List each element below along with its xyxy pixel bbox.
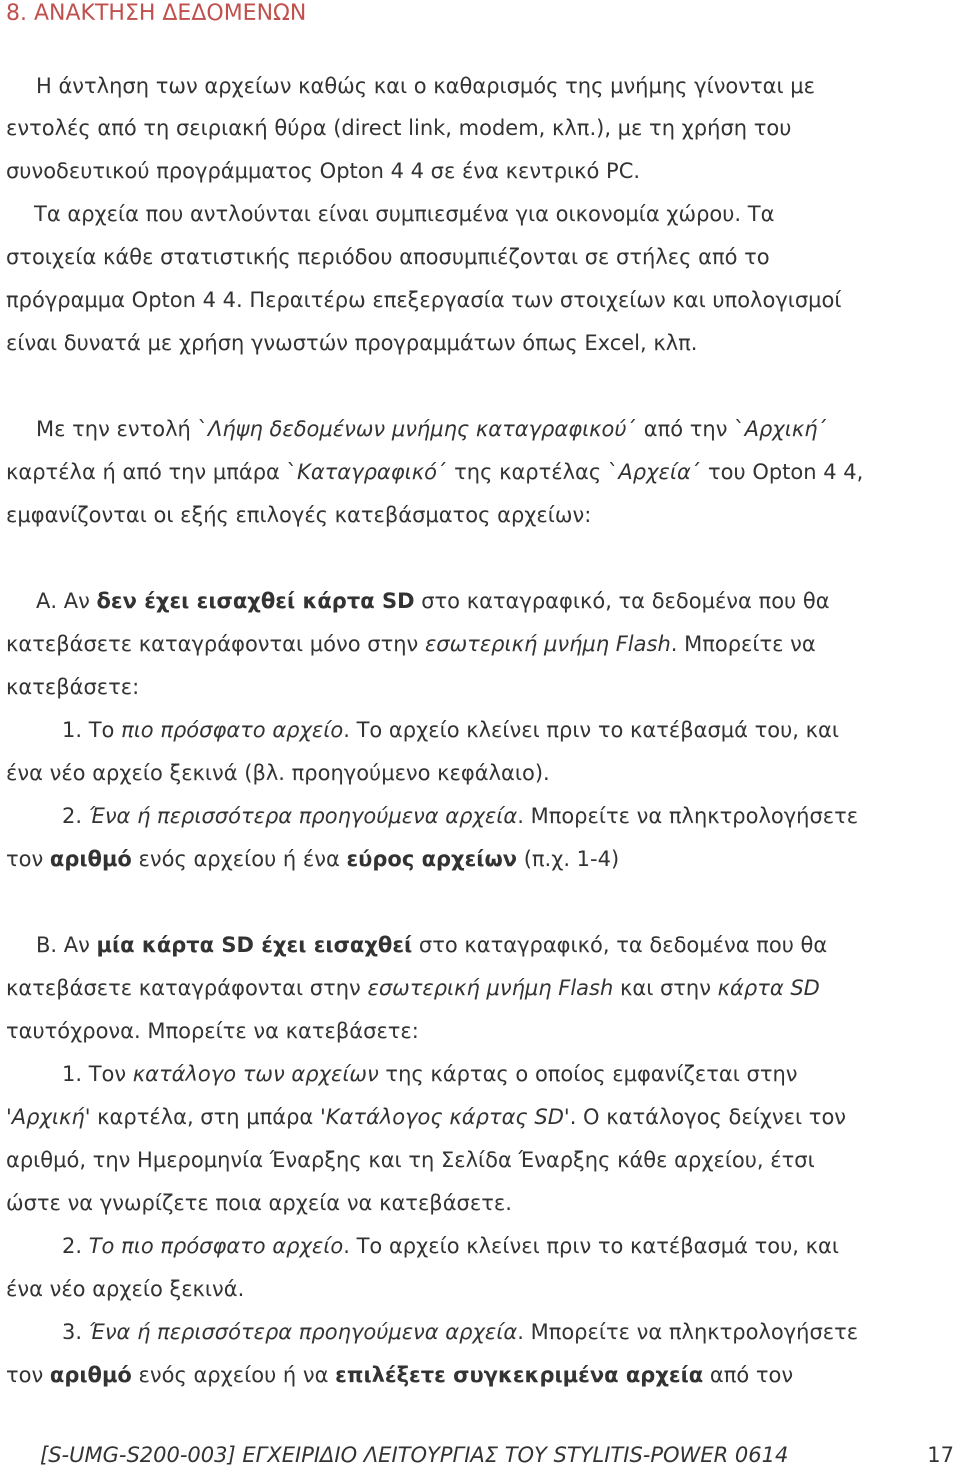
- text-run: από τον: [703, 1363, 794, 1387]
- emphasis: επιλέξετε συγκεκριμένα αρχεία: [335, 1363, 704, 1387]
- page-number: 17: [927, 1443, 954, 1467]
- footer-title: [S-UMG-S200-003] ΕΓΧΕΙΡΙΔΙΟ ΛΕΙΤΟΥΡΓΙΑΣ ΤΟΥ STYLITIS-POWER 0614: [40, 1443, 789, 1467]
- tab-name: Αρχεία: [618, 460, 691, 484]
- emphasis: 'Κατάλογος κάρτας SD': [319, 1105, 570, 1129]
- list-item: [62, 1060, 798, 1088]
- emphasis: Το πιο πρόσφατο αρχείο: [88, 1234, 344, 1258]
- list-item: [62, 802, 858, 830]
- paragraph-line: [6, 974, 820, 1002]
- paragraph-line: [6, 845, 619, 873]
- text-run: της κάρτας ο οποίος εμφανίζεται στην: [378, 1062, 798, 1086]
- emphasis: εσωτερική μνήμη Flash: [367, 976, 614, 1000]
- text-run: της καρτέλας: [447, 460, 608, 484]
- paragraph-line: [6, 1361, 793, 1389]
- text-run: 1. Τον: [62, 1062, 133, 1086]
- paragraph-line: εμφανίζονται οι εξής επιλογές κατεβάσματος αρχείων:: [6, 503, 592, 527]
- emphasis: αριθμό: [49, 1363, 132, 1387]
- text-run: . Ο κατάλογος δείχνει τον: [569, 1105, 847, 1129]
- emphasis: εσωτερική μνήμη Flash: [424, 632, 671, 656]
- text-run: . Το αρχείο κλείνει πριν το κατέβασμά του, και: [343, 718, 839, 742]
- paragraph-line: αριθμό, την Ημερομηνία Έναρξης και τη Σελίδα Έναρξης κάθε αρχείου, έτσι: [6, 1148, 815, 1172]
- text-run: και στην: [613, 976, 718, 1000]
- paragraph-line: ώστε να γνωρίζετε ποια αρχεία να κατεβάσετε.: [6, 1191, 512, 1215]
- emphasis: Ένα ή περισσότερα προηγούμενα αρχεία: [88, 1320, 518, 1344]
- paragraph-line: ένα νέο αρχείο ξεκινά (βλ. προηγούμενο κεφάλαιο).: [6, 761, 550, 785]
- command-name: Λήψη δεδομένων μνήμης καταγραφικού: [208, 417, 627, 441]
- text-run: (π.χ. 1-4): [517, 847, 620, 871]
- text-run: στο καταγραφικό, τα δεδομένα που θα: [412, 933, 828, 957]
- text-run: Α. Αν: [36, 589, 97, 613]
- text-run: κατεβάσετε καταγράφονται στην: [6, 976, 368, 1000]
- section-heading: 8. ΑΝΑΚΤΗΣΗ ΔΕΔΟΜΕΝΩΝ: [6, 1, 307, 26]
- text-run: . Μπορείτε να πληκτρολογήσετε: [517, 1320, 859, 1344]
- paragraph-line: εντολές από τη σειριακή θύρα (direct link, modem, κλπ.), με τη χρήση του: [6, 116, 792, 140]
- paragraph-line: πρόγραμμα Opton 4 4. Περαιτέρω επεξεργασία των στοιχείων και υπολογισμοί: [6, 288, 842, 312]
- text-run: Με την εντολή: [36, 417, 198, 441]
- text-run: από την: [637, 417, 735, 441]
- text-run: Β. Αν: [36, 933, 97, 957]
- text-run: καρτέλα, στη μπάρα: [90, 1105, 320, 1129]
- text-run: 3.: [62, 1320, 89, 1344]
- tab-name: Αρχική: [744, 417, 818, 441]
- paragraph-line: Με την εντολή `Λήψη δεδομένων μνήμης καταγραφικού´ από την `Αρχική´: [36, 417, 829, 441]
- paragraph-line: [36, 931, 827, 959]
- text-run: ενός αρχείου ή ένα: [131, 847, 347, 871]
- emphasis: πιο πρόσφατο αρχείο: [121, 718, 344, 742]
- text-run: 1. Το: [62, 718, 122, 742]
- paragraph-line: [36, 587, 830, 615]
- paragraph-line: συνοδευτικού προγράμματος Opton 4 4 σε ένα κεντρικό PC.: [6, 159, 641, 183]
- paragraph-line: στοιχεία κάθε στατιστικής περιόδου αποσυμπιέζονται σε στήλες από το: [6, 245, 770, 269]
- list-item: [62, 1318, 858, 1346]
- paragraph-line: κατεβάσετε:: [6, 675, 140, 699]
- emphasis: κατάλογο των αρχείων: [132, 1062, 379, 1086]
- emphasis: Ένα ή περισσότερα προηγούμενα αρχεία: [88, 804, 518, 828]
- paragraph-line: [6, 1103, 846, 1131]
- text-run: . Μπορείτε να πληκτρολογήσετε: [517, 804, 859, 828]
- bar-name: Καταγραφικό: [297, 460, 437, 484]
- paragraph-line: Τα αρχεία που αντλούνται είναι συμπιεσμένα για οικονομία χώρου. Τα: [34, 202, 775, 226]
- list-item: [62, 1232, 839, 1260]
- paragraph-line: είναι δυνατά με χρήση γνωστών προγραμμάτων όπως Excel, κλπ.: [6, 331, 698, 355]
- emphasis: μία κάρτα SD έχει εισαχθεί: [96, 933, 413, 957]
- paragraph-line: καρτέλα ή από την μπάρα `Καταγραφικό´ της καρτέλας `Αρχεία´ του Opton 4 4,: [6, 460, 864, 484]
- emphasis: εύρος αρχείων: [346, 847, 518, 871]
- emphasis: αριθμό: [49, 847, 132, 871]
- text-run: . Μπορείτε να: [670, 632, 816, 656]
- list-item: [62, 716, 839, 744]
- paragraph-line: [6, 630, 816, 658]
- text-run: 2.: [62, 1234, 89, 1258]
- text-run: τον: [6, 1363, 50, 1387]
- text-run: τον: [6, 847, 50, 871]
- text-run: ενός αρχείου ή να: [131, 1363, 336, 1387]
- emphasis: 'Αρχική': [6, 1105, 91, 1129]
- paragraph-line: Η άντληση των αρχείων καθώς και ο καθαρισμός της μνήμης γίνονται με: [36, 74, 815, 98]
- text-run: καρτέλα ή από την μπάρα: [6, 460, 287, 484]
- text-run: κατεβάσετε καταγράφονται μόνο στην: [6, 632, 425, 656]
- paragraph-line: ταυτόχρονα. Μπορείτε να κατεβάσετε:: [6, 1019, 419, 1043]
- emphasis: κάρτα SD: [717, 976, 820, 1000]
- emphasis: δεν έχει εισαχθεί κάρτα SD: [96, 589, 415, 613]
- text-run: 2.: [62, 804, 89, 828]
- text-run: . Το αρχείο κλείνει πριν το κατέβασμά του, και: [343, 1234, 839, 1258]
- text-run: στο καταγραφικό, τα δεδομένα που θα: [414, 589, 830, 613]
- paragraph-line: ένα νέο αρχείο ξεκινά.: [6, 1277, 245, 1301]
- text-run: του Opton 4 4,: [701, 460, 864, 484]
